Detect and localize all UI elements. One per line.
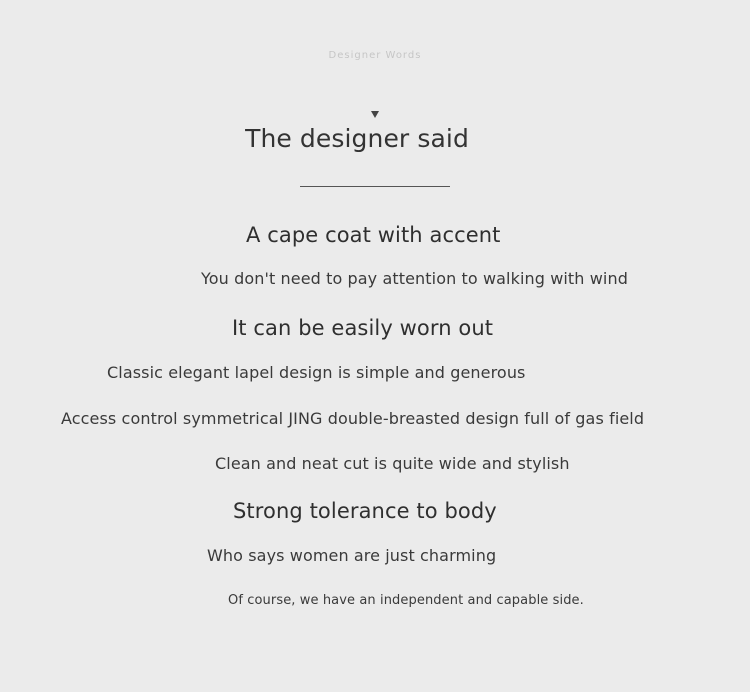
title-divider: [300, 186, 450, 187]
headline-easily-worn: It can be easily worn out: [232, 316, 494, 340]
headline-cape-coat: A cape coat with accent: [246, 223, 501, 247]
text-clean-cut: Clean and neat cut is quite wide and stylish: [215, 454, 570, 473]
text-double-breasted: Access control symmetrical JING double-breasted design full of gas field: [61, 409, 645, 428]
text-independent-side: Of course, we have an independent and capable side.: [228, 593, 584, 608]
text-walking-with-wind: You don't need to pay attention to walking with wind: [201, 269, 628, 288]
text-classic-lapel: Classic elegant lapel design is simple and generous: [107, 363, 526, 382]
section-title: The designer said: [245, 124, 469, 153]
triangle-down-icon: [371, 111, 379, 118]
headline-tolerance: Strong tolerance to body: [233, 499, 497, 523]
faint-caption: Designer Words: [328, 50, 422, 61]
text-women-charming: Who says women are just charming: [207, 546, 497, 565]
